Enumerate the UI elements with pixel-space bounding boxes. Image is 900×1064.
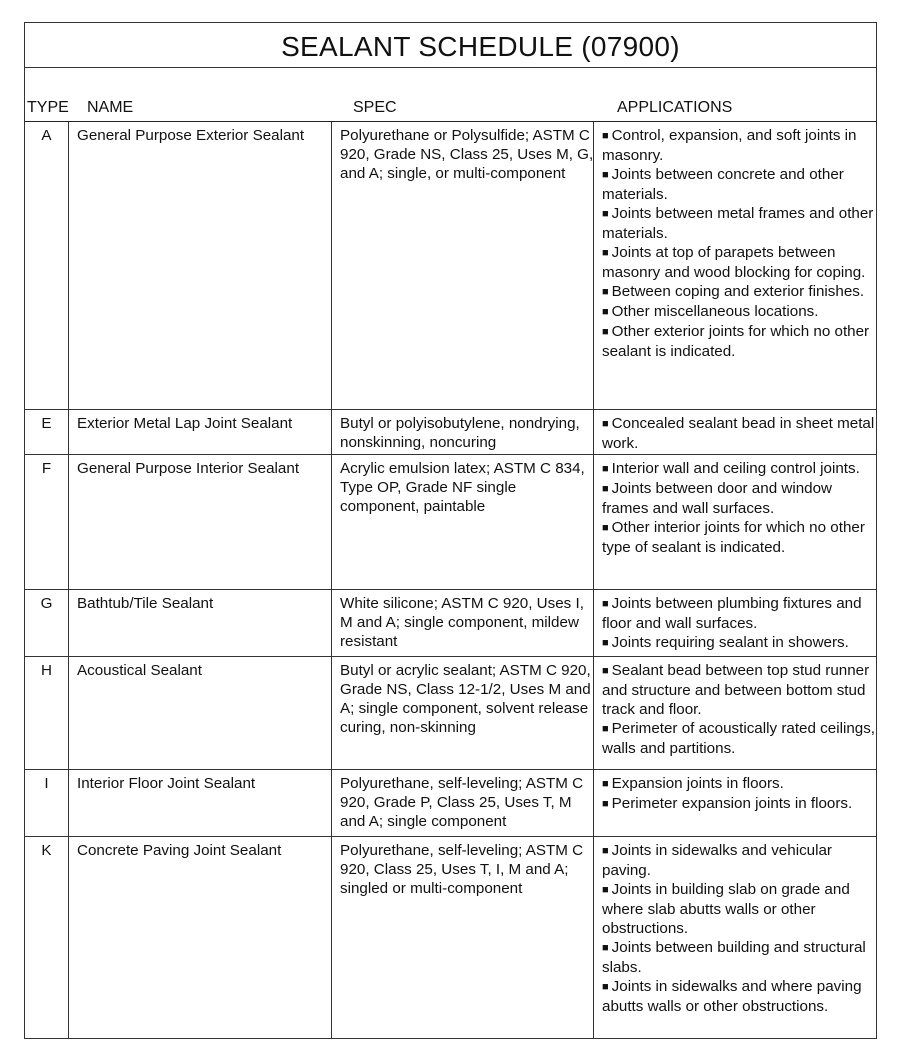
application-item <box>602 518 876 557</box>
application-item <box>602 841 876 880</box>
application-item <box>602 661 876 719</box>
application-text: Control, expansion, and soft joints in masonry. <box>602 127 857 164</box>
bullet-icon: ■ <box>602 981 609 993</box>
bullet-icon: ■ <box>602 463 609 475</box>
application-item <box>602 282 876 302</box>
application-item <box>602 126 876 165</box>
bullet-icon: ■ <box>602 778 609 790</box>
type-code: H <box>41 662 52 679</box>
bullet-icon: ■ <box>602 130 609 142</box>
sealant-spec: Acrylic emulsion latex; ASTM C 834, Type OP, Grade NF single component, paintable <box>340 460 585 515</box>
applications-list <box>602 126 876 361</box>
application-text: Joints between metal frames and other materials. <box>602 205 874 242</box>
type-code: E <box>41 415 52 432</box>
application-item <box>602 243 876 282</box>
sealant-spec: Polyurethane, self-leveling; ASTM C 920, Class 25, Uses T, I, M and A; singled or multi-component <box>340 842 584 897</box>
application-item <box>602 594 876 633</box>
applications-list <box>602 414 876 453</box>
application-text: Joints at top of parapets between masonry and wood blocking for coping. <box>602 244 866 281</box>
bullet-icon: ■ <box>602 522 609 534</box>
application-item <box>602 414 876 453</box>
table-row <box>25 122 876 410</box>
type-code: K <box>41 842 52 859</box>
application-text: Joints in building slab on grade and where slab abutts walls or other obstructions. <box>602 881 850 937</box>
header-type: TYPE <box>27 99 69 116</box>
bullet-icon: ■ <box>602 306 609 318</box>
sealant-name: Interior Floor Joint Sealant <box>77 775 256 792</box>
schedule-table <box>24 22 877 1039</box>
applications-list <box>602 459 876 557</box>
application-item <box>602 719 876 758</box>
bullet-icon: ■ <box>602 723 609 735</box>
table-row <box>25 455 876 590</box>
application-text: Between coping and exterior finishes. <box>611 283 865 300</box>
application-item <box>602 459 876 479</box>
bullet-icon: ■ <box>602 798 609 810</box>
bullet-icon: ■ <box>602 208 609 220</box>
application-text: Expansion joints in floors. <box>611 775 784 792</box>
table-row <box>25 410 876 455</box>
application-text: Interior wall and ceiling control joints. <box>611 460 860 477</box>
table-row <box>25 770 876 837</box>
type-code: A <box>41 127 52 144</box>
application-text: Perimeter expansion joints in floors. <box>611 795 853 812</box>
application-text: Other interior joints for which no other type of sealant is indicated. <box>602 519 865 556</box>
title-divider <box>25 67 876 68</box>
applications-list <box>602 661 876 758</box>
application-item <box>602 794 876 814</box>
type-code: G <box>40 595 53 612</box>
bullet-icon: ■ <box>602 637 609 649</box>
bullet-icon: ■ <box>602 884 609 896</box>
sealant-spec: White silicone; ASTM C 920, Uses I, M and A; single component, mildew resistant <box>340 595 584 650</box>
application-item <box>602 165 876 204</box>
table-row <box>25 837 876 1039</box>
application-text: Other exterior joints for which no other sealant is indicated. <box>602 323 870 360</box>
type-code: F <box>41 460 52 477</box>
application-item <box>602 302 876 322</box>
application-item <box>602 479 876 518</box>
applications-list <box>602 594 876 653</box>
bullet-icon: ■ <box>602 286 609 298</box>
bullet-icon: ■ <box>602 418 609 430</box>
application-text: Other miscellaneous locations. <box>611 303 819 320</box>
sealant-spec: Butyl or polyisobutylene, nondrying, nonskinning, noncuring <box>340 415 580 451</box>
header-name: NAME <box>87 99 134 116</box>
bullet-icon: ■ <box>602 247 609 259</box>
sealant-spec: Polyurethane, self-leveling; ASTM C 920, Grade P, Class 25, Uses T, M and A; single component <box>340 775 584 830</box>
bullet-icon: ■ <box>602 665 609 677</box>
sealant-name: Concrete Paving Joint Sealant <box>77 842 282 859</box>
sealant-name: General Purpose Exterior Sealant <box>77 127 305 144</box>
table-row <box>25 657 876 770</box>
application-item <box>602 977 876 1016</box>
application-item <box>602 204 876 243</box>
application-text: Joints between plumbing fixtures and floor and wall surfaces. <box>602 595 862 632</box>
page-title: SEALANT SCHEDULE (07900) <box>281 31 680 62</box>
bullet-icon: ■ <box>602 598 609 610</box>
bullet-icon: ■ <box>602 942 609 954</box>
sealant-name: Bathtub/Tile Sealant <box>77 595 214 612</box>
application-item <box>602 633 876 653</box>
application-text: Concealed sealant bead in sheet metal work. <box>602 415 875 452</box>
bullet-icon: ■ <box>602 326 609 338</box>
header-spec: SPEC <box>353 99 397 116</box>
sealant-name: Exterior Metal Lap Joint Sealant <box>77 415 293 432</box>
applications-list <box>602 774 876 814</box>
application-text: Perimeter of acoustically rated ceilings, walls and partitions. <box>602 720 876 757</box>
header-applications: APPLICATIONS <box>617 99 733 116</box>
application-text: Sealant bead between top stud runner and structure and between bottom stud track and floor. <box>602 662 870 718</box>
application-text: Joints in sidewalks and vehicular paving. <box>602 842 832 879</box>
application-item <box>602 880 876 938</box>
application-item <box>602 322 876 361</box>
sealant-spec: Butyl or acrylic sealant; ASTM C 920, Grade NS, Class 12-1/2, Uses M and A; single component, solvent release curing, non-skinning <box>340 662 591 736</box>
application-text: Joints between building and structural slabs. <box>602 939 866 976</box>
application-text: Joints between door and window frames and wall surfaces. <box>602 480 833 517</box>
application-text: Joints in sidewalks and where paving abutts walls or other obstructions. <box>602 978 862 1015</box>
bullet-icon: ■ <box>602 169 609 181</box>
sealant-name: Acoustical Sealant <box>77 662 202 679</box>
sealant-spec: Polyurethane or Polysulfide; ASTM C 920, Grade NS, Class 25, Uses M, G, and A; single, or multi-component <box>340 127 594 182</box>
table-row <box>25 590 876 657</box>
application-item <box>602 774 876 794</box>
application-text: Joints between concrete and other materials. <box>602 166 844 203</box>
bullet-icon: ■ <box>602 845 609 857</box>
bullet-icon: ■ <box>602 483 609 495</box>
applications-list <box>602 841 876 1016</box>
table-body <box>25 122 876 1039</box>
application-item <box>602 938 876 977</box>
type-code: I <box>44 775 49 792</box>
sealant-name: General Purpose Interior Sealant <box>77 460 300 477</box>
application-text: Joints requiring sealant in showers. <box>611 634 849 651</box>
